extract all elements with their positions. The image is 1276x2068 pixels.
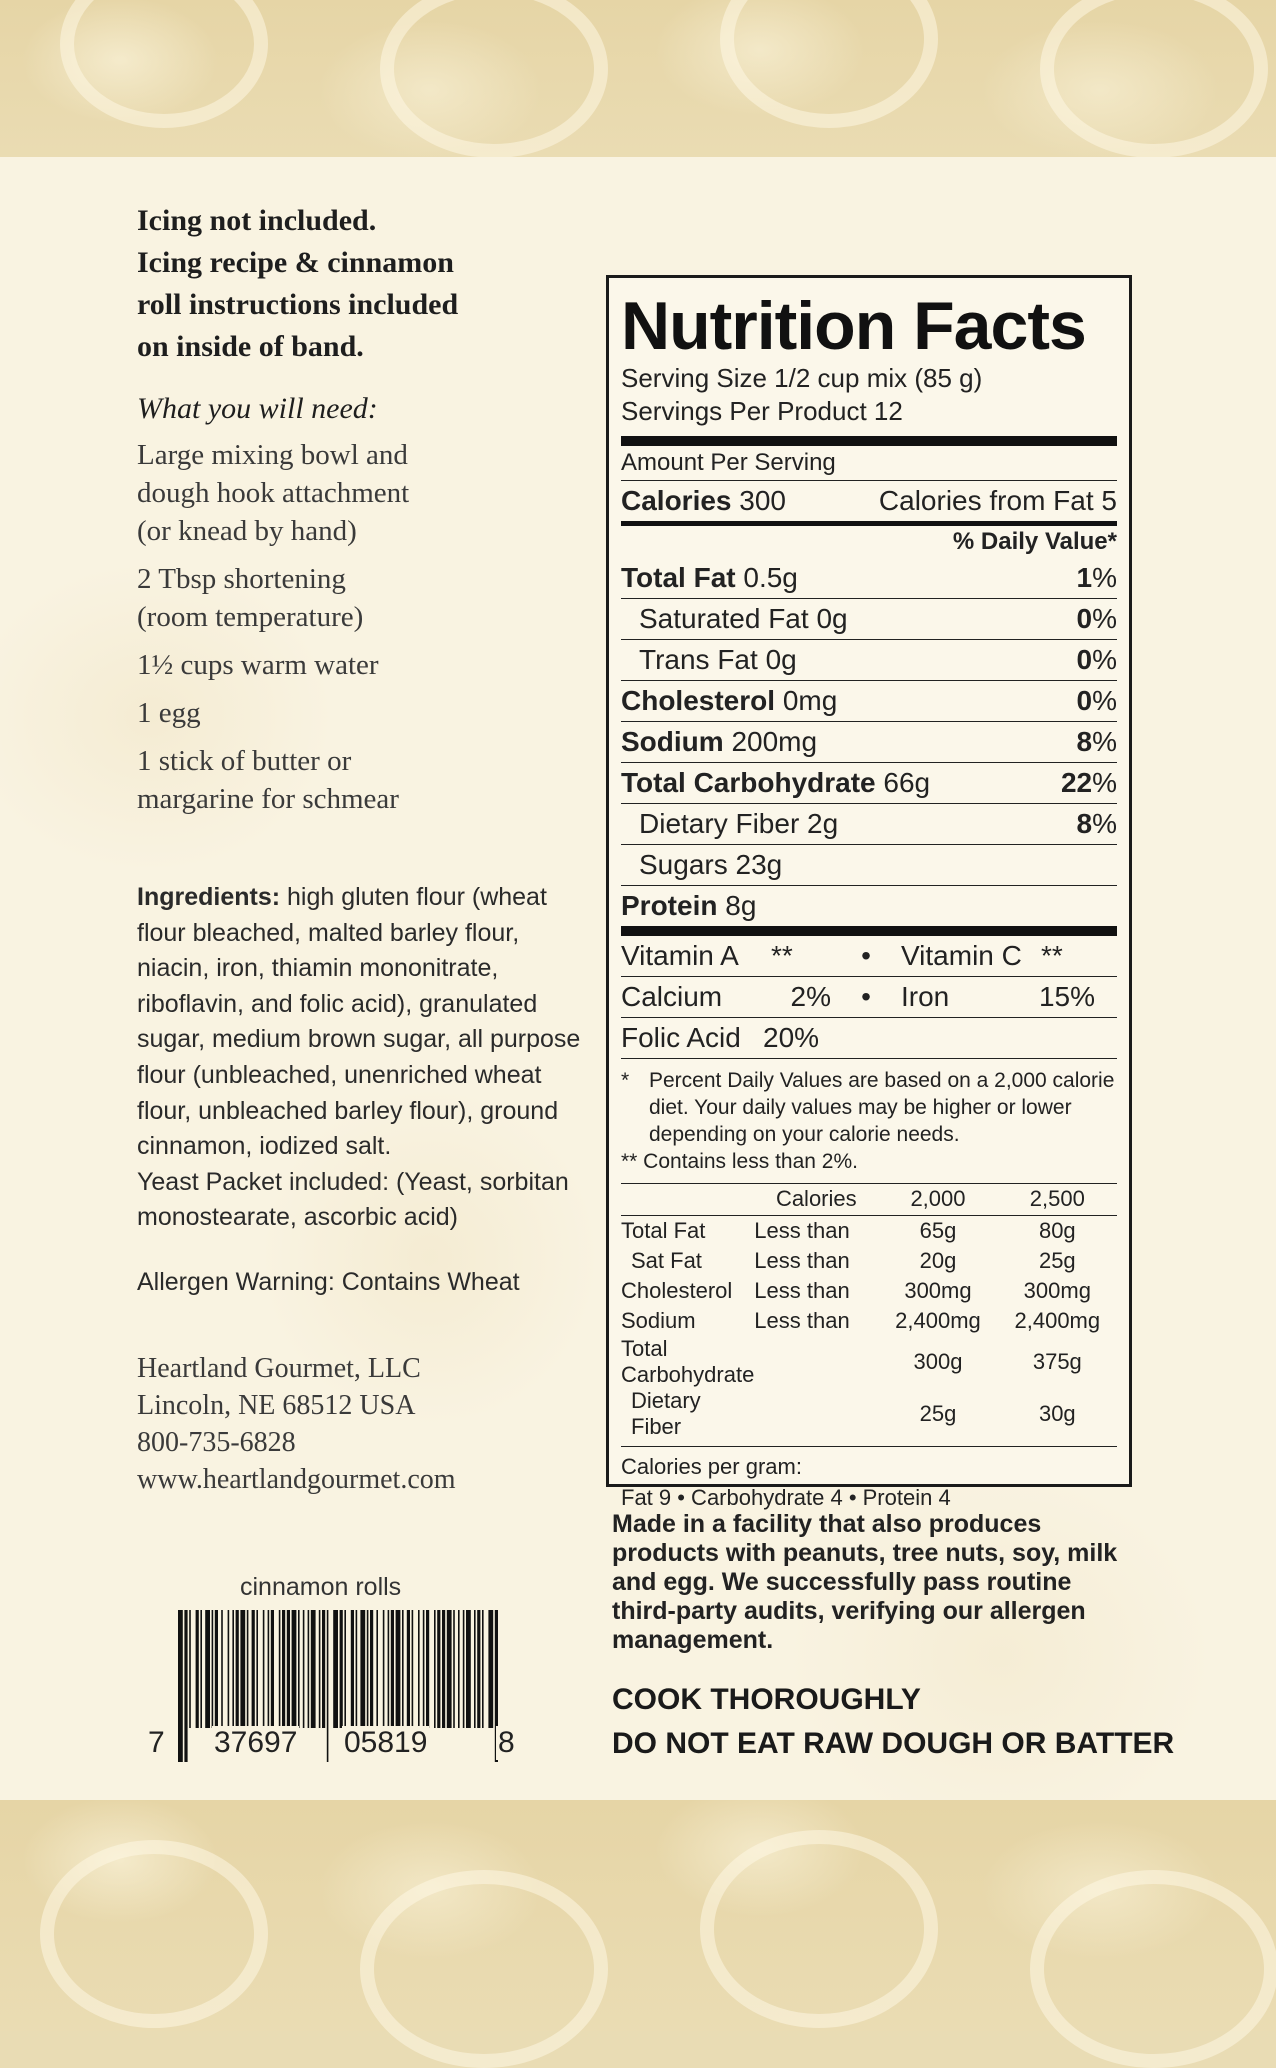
barcode-bar <box>477 1610 480 1728</box>
barcode-bar <box>215 1610 218 1728</box>
table-cell: 300g <box>913 1349 963 1374</box>
table-row <box>621 1246 1117 1276</box>
nutrient-name <box>639 849 782 881</box>
allergen-warning: Allergen Warning: Contains Wheat <box>137 1268 520 1296</box>
cook-warning-line: DO NOT EAT RAW DOUGH OR BATTER <box>612 1727 1175 1760</box>
barcode-bar <box>474 1610 476 1728</box>
need-item <box>137 646 597 684</box>
percent-sign: % <box>1092 685 1117 716</box>
table-cell: 300mg <box>1023 1278 1091 1303</box>
barcode-bar <box>268 1610 270 1728</box>
table-cell: 20g <box>919 1248 957 1273</box>
decorative-bottom-band <box>0 1800 1276 2031</box>
need-item-line: dough hook attachment <box>137 477 410 509</box>
damask-ornament <box>700 1830 938 2028</box>
nutrient-label: Cholesterol <box>621 685 776 716</box>
barcode-bar <box>482 1610 484 1728</box>
nutrient-row <box>621 804 1117 844</box>
table-cell: 65g <box>919 1218 957 1243</box>
icing-line: on inside of band. <box>137 330 364 363</box>
reference-rows <box>621 1216 1117 1440</box>
icing-line: Icing not included. <box>137 204 377 237</box>
nutrient-name <box>639 808 838 840</box>
folic-acid-value: 20% <box>763 1022 820 1053</box>
barcode-bar <box>402 1610 404 1728</box>
cook-warning <box>612 1678 1174 1766</box>
barcode-bar <box>236 1610 239 1728</box>
table-cell: Less than <box>754 1248 850 1273</box>
table-row <box>621 1336 1117 1388</box>
barcode-bar <box>388 1610 390 1728</box>
percent-sign: % <box>1092 767 1117 798</box>
daily-value-number: 8 <box>1076 808 1093 839</box>
table-row <box>621 1388 1117 1440</box>
nutrient-amount: 0.5g <box>743 562 798 593</box>
decorative-top-band <box>0 0 1276 160</box>
barcode-bar <box>298 1610 300 1728</box>
vitamin-a-label: Vitamin A <box>621 940 739 971</box>
divider <box>621 1058 1117 1059</box>
barcode-bar <box>240 1610 245 1728</box>
table-cell: 375g <box>1032 1349 1082 1374</box>
barcode-bar <box>442 1610 445 1728</box>
barcode-bar <box>228 1610 230 1728</box>
what-you-need-list <box>137 436 597 818</box>
amount-per-serving: Amount Per Serving <box>621 449 836 476</box>
barcode-bar <box>205 1610 210 1728</box>
daily-value-number: 0 <box>1076 644 1093 675</box>
nutrient-label: Saturated Fat <box>639 603 809 634</box>
nutrient-row <box>621 640 1117 680</box>
barcode-bar <box>376 1610 378 1728</box>
footnote-text: Percent Daily Values are based on a 2,000 calorie diet. Your daily values may be higher or lower depending on your calorie needs. <box>649 1069 1115 1146</box>
divider <box>621 926 1117 936</box>
table-cell: Dietary Fiber <box>631 1388 701 1439</box>
calories-value: 300 <box>739 485 786 516</box>
barcode-bar <box>311 1610 316 1728</box>
vitamin-a-value: ** <box>771 940 793 971</box>
company-phone: 800-735-6828 <box>137 1427 296 1458</box>
calcium-value: 2% <box>790 981 831 1012</box>
vitamin-row <box>621 936 1117 976</box>
barcode-bar <box>466 1610 471 1728</box>
percent-sign: % <box>1092 644 1117 675</box>
barcode-bar <box>178 1610 183 1762</box>
nutrient-row <box>621 763 1117 803</box>
nutrition-title: Nutrition Facts <box>621 288 1086 364</box>
nutrient-daily-value <box>1077 644 1117 676</box>
damask-ornament <box>40 1840 268 2028</box>
nutrition-facts-panel <box>606 275 1132 1510</box>
barcode-bar <box>396 1610 401 1728</box>
percent-sign: % <box>1092 726 1117 757</box>
nutrient-daily-value <box>1061 767 1117 799</box>
folic-acid-row <box>621 1018 1117 1058</box>
table-cell: 2,400mg <box>1014 1308 1101 1333</box>
barcode-bar <box>212 1610 214 1728</box>
table-cell: 25g <box>919 1401 957 1426</box>
barcode-bar <box>292 1610 297 1728</box>
need-item-line: 1½ cups warm water <box>137 649 379 681</box>
nutrient-label: Total Carbohydrate <box>621 767 876 798</box>
barcode-bar <box>279 1610 281 1728</box>
percent-sign: % <box>1092 808 1117 839</box>
barcode-bar <box>252 1610 255 1728</box>
nutrient-daily-value <box>1077 685 1117 717</box>
barcode-bar <box>256 1610 258 1728</box>
barcode-bar <box>463 1610 465 1728</box>
nutrient-amount: 66g <box>883 767 931 798</box>
barcode-bar <box>447 1610 452 1728</box>
icing-notice <box>137 200 597 368</box>
nutrient-rows <box>621 558 1117 926</box>
table-row <box>621 1306 1117 1336</box>
iron-value: 15% <box>1038 981 1095 1012</box>
barcode-bar <box>263 1610 265 1728</box>
calories-per-gram-label: Calories per gram: <box>621 1454 802 1479</box>
daily-value-number: 22 <box>1060 767 1093 798</box>
table-cell: 80g <box>1038 1218 1076 1243</box>
barcode-bar <box>247 1610 249 1728</box>
table-cell: Total Fat <box>621 1218 706 1243</box>
barcode-bar <box>418 1610 420 1728</box>
table-header-cell: 2,500 <box>1029 1186 1085 1211</box>
nutrient-name <box>621 726 817 758</box>
table-row <box>621 1276 1117 1306</box>
nutrient-name <box>639 603 848 635</box>
divider <box>621 1446 1117 1447</box>
nutrient-label: Sodium <box>621 726 724 757</box>
what-you-need-heading: What you will need: <box>137 392 378 425</box>
calories-from-fat: Calories from Fat 5 <box>878 485 1117 516</box>
nutrient-row <box>621 558 1117 598</box>
need-item-line: 1 stick of butter or <box>137 745 352 777</box>
damask-ornament <box>1030 1870 1276 2068</box>
barcode-bar <box>412 1610 414 1728</box>
table-cell: Sat Fat <box>631 1248 702 1273</box>
table-cell: 30g <box>1038 1401 1076 1426</box>
table-cell <box>754 1336 878 1388</box>
nutrient-row <box>621 599 1117 639</box>
nutrient-daily-value <box>1077 726 1117 758</box>
mineral-row <box>621 977 1117 1017</box>
nutrient-name <box>621 685 837 717</box>
calories-label: Calories <box>621 485 732 516</box>
barcode-digit-left: 7 <box>148 1726 165 1759</box>
nutrient-label: Sugars <box>639 849 728 880</box>
need-item-line: 1 egg <box>137 697 201 729</box>
barcode-digit-group: 37697 <box>214 1726 298 1759</box>
barcode-caption: cinnamon rolls <box>240 1573 402 1601</box>
damask-ornament <box>60 0 268 128</box>
table-cell: Less than <box>754 1308 850 1333</box>
vitamin-c-value: ** <box>1041 940 1063 971</box>
nutrient-row <box>621 845 1117 885</box>
instructions-column <box>137 200 597 828</box>
nutrient-amount: 200mg <box>731 726 818 757</box>
nutrient-amount: 2g <box>807 808 839 839</box>
barcode-bar <box>488 1610 493 1728</box>
barcode-bar <box>184 1610 187 1762</box>
nutrient-name <box>621 890 756 922</box>
facility-allergen-note: Made in a facility that also produces products with peanuts, tree nuts, soy, milk and egg. We successfully pass routine third-party audits, verifying our allergen management. <box>612 1510 1118 1654</box>
calories-row <box>621 481 1117 521</box>
barcode-bar <box>282 1610 285 1728</box>
need-item <box>137 436 597 550</box>
daily-value-number: 1 <box>1076 562 1093 593</box>
serving-size: Serving Size 1/2 cup mix (85 g) <box>621 363 983 393</box>
table-header-row <box>621 1184 1117 1214</box>
ingredients-text: high gluten flour (wheat flour bleached, malted barley flour, niacin, iron, thiamin mononitrate, riboflavin, and folic acid), granulated sugar, medium brown sugar, all purpose flour (unbleached, unenriched wheat flour, unbleached barley flour), ground cinnamon, iodized salt. <box>137 883 581 1161</box>
yeast-packet-text: Yeast Packet included: (Yeast, sorbitan monostearate, ascorbic acid) <box>137 1167 569 1232</box>
servings-per-product: Servings Per Product 12 <box>621 396 903 426</box>
table-cell: 25g <box>1038 1248 1076 1273</box>
daily-value-number: 0 <box>1076 603 1093 634</box>
nutrient-amount: 0g <box>765 644 797 675</box>
table-cell: Total Carbohydrate <box>621 1336 755 1387</box>
nutrient-row <box>621 681 1117 721</box>
barcode-bar <box>340 1610 343 1728</box>
ingredients-label: Ingredients: <box>137 883 281 911</box>
divider <box>621 436 1117 446</box>
barcode-bar <box>437 1610 440 1728</box>
need-item-line: 2 Tbsp shortening <box>137 563 346 595</box>
company-address: Lincoln, NE 68512 USA <box>137 1390 416 1421</box>
barcode-bar <box>308 1610 310 1728</box>
need-item-line: Large mixing bowl and <box>137 439 408 471</box>
need-item-line: margarine for schmear <box>137 783 399 815</box>
barcode-bar <box>453 1610 455 1728</box>
table-row <box>621 1216 1117 1246</box>
calcium-label: Calcium <box>621 981 723 1012</box>
contains-less-than-footnote: ** Contains less than 2%. <box>621 1150 858 1173</box>
bullet-separator: • <box>861 940 871 971</box>
nutrient-amount: 0g <box>816 603 848 634</box>
company-info <box>137 1350 456 1498</box>
barcode-bar <box>232 1610 234 1728</box>
barcode-bar <box>322 1610 325 1728</box>
need-item-line: (room temperature) <box>137 601 364 633</box>
barcode-bar <box>360 1610 365 1728</box>
table-cell: 300mg <box>904 1278 972 1303</box>
daily-value-footnote <box>621 1067 1117 1148</box>
barcode-bar <box>327 1610 329 1762</box>
barcode-bar <box>287 1610 290 1728</box>
nutrient-label: Total Fat <box>621 562 736 593</box>
barcode-bar <box>319 1610 321 1728</box>
barcode-bar <box>423 1610 425 1728</box>
need-item-line: (or knead by hand) <box>137 515 357 547</box>
need-item <box>137 694 597 732</box>
nutrient-amount: 23g <box>735 849 783 880</box>
nutrient-label: Trans Fat <box>639 644 758 675</box>
vitamin-c-label: Vitamin C <box>901 940 1022 971</box>
nutrient-daily-value <box>1077 808 1117 840</box>
nutrient-daily-value <box>1077 603 1117 635</box>
barcode-bar <box>200 1610 202 1728</box>
damask-ornament <box>360 1870 608 2068</box>
barcode-bar <box>434 1610 436 1728</box>
nutrient-name <box>621 767 930 799</box>
ingredients-block <box>137 880 597 1236</box>
table-cell: Sodium <box>621 1308 696 1333</box>
company-name: Heartland Gourmet, LLC <box>137 1353 421 1384</box>
nutrient-label: Protein <box>621 890 718 921</box>
daily-value-number: 0 <box>1076 685 1093 716</box>
barcode-bar <box>189 1610 191 1728</box>
barcode-bar <box>271 1610 274 1728</box>
barcode-digit-group: 05819 <box>344 1726 428 1759</box>
barcode-bar <box>351 1610 354 1728</box>
damask-ornament <box>380 0 608 158</box>
nutrient-row <box>621 886 1117 926</box>
table-cell <box>754 1388 878 1440</box>
table-header-cell: 2,000 <box>910 1186 966 1211</box>
barcode-bar <box>196 1610 199 1728</box>
table-cell: Cholesterol <box>621 1278 733 1303</box>
nutrient-amount: 0mg <box>782 685 838 716</box>
barcode-bar <box>391 1610 394 1728</box>
table-cell: 2,400mg <box>895 1308 981 1333</box>
need-item <box>137 742 597 818</box>
barcode-bar <box>407 1610 410 1728</box>
ingredients-paragraph <box>137 883 580 1160</box>
nutrient-label: Dietary Fiber <box>639 808 800 839</box>
icing-line: Icing recipe & cinnamon <box>137 246 454 279</box>
damask-ornament <box>720 0 938 128</box>
barcode-digit-right: 8 <box>498 1726 515 1759</box>
barcode-bar <box>303 1610 305 1728</box>
barcode-bar <box>458 1610 460 1728</box>
barcode-bar <box>367 1610 369 1728</box>
percent-sign: % <box>1092 562 1117 593</box>
iron-label: Iron <box>901 981 950 1012</box>
reference-values-table <box>621 1184 1117 1440</box>
barcode-bar <box>383 1610 385 1728</box>
barcode-bar <box>221 1610 223 1728</box>
damask-ornament <box>1040 0 1268 158</box>
icing-line: roll instructions included <box>137 288 459 321</box>
nutrient-daily-value <box>1077 562 1117 594</box>
daily-value-header: % Daily Value* <box>952 528 1117 555</box>
table-cell: Less than <box>754 1278 850 1303</box>
folic-acid-label: Folic Acid <box>621 1022 741 1053</box>
barcode-bar <box>356 1610 358 1728</box>
table-cell: Less than <box>754 1218 850 1243</box>
nutrient-amount: 8g <box>725 890 757 921</box>
calories-cell <box>621 485 786 517</box>
daily-value-number: 8 <box>1076 726 1093 757</box>
nutrient-name <box>621 562 798 594</box>
table-header-cell <box>621 1184 754 1214</box>
percent-sign: % <box>1092 603 1117 634</box>
cook-warning-line: COOK THOROUGHLY <box>612 1683 921 1716</box>
barcode-bar <box>333 1610 338 1728</box>
footnote-star: * <box>621 1069 630 1092</box>
barcode-bar <box>344 1610 346 1728</box>
nutrient-name <box>639 644 797 676</box>
calories-per-gram-values: Fat 9 • Carbohydrate 4 • Protein 4 <box>621 1485 951 1510</box>
barcode-bar <box>370 1610 373 1728</box>
need-item <box>137 560 597 636</box>
company-website: www.heartlandgourmet.com <box>137 1464 456 1495</box>
table-header-cell: Calories <box>775 1186 857 1211</box>
barcode-bar <box>426 1610 429 1728</box>
nutrient-row <box>621 722 1117 762</box>
bullet-separator: • <box>861 981 871 1012</box>
